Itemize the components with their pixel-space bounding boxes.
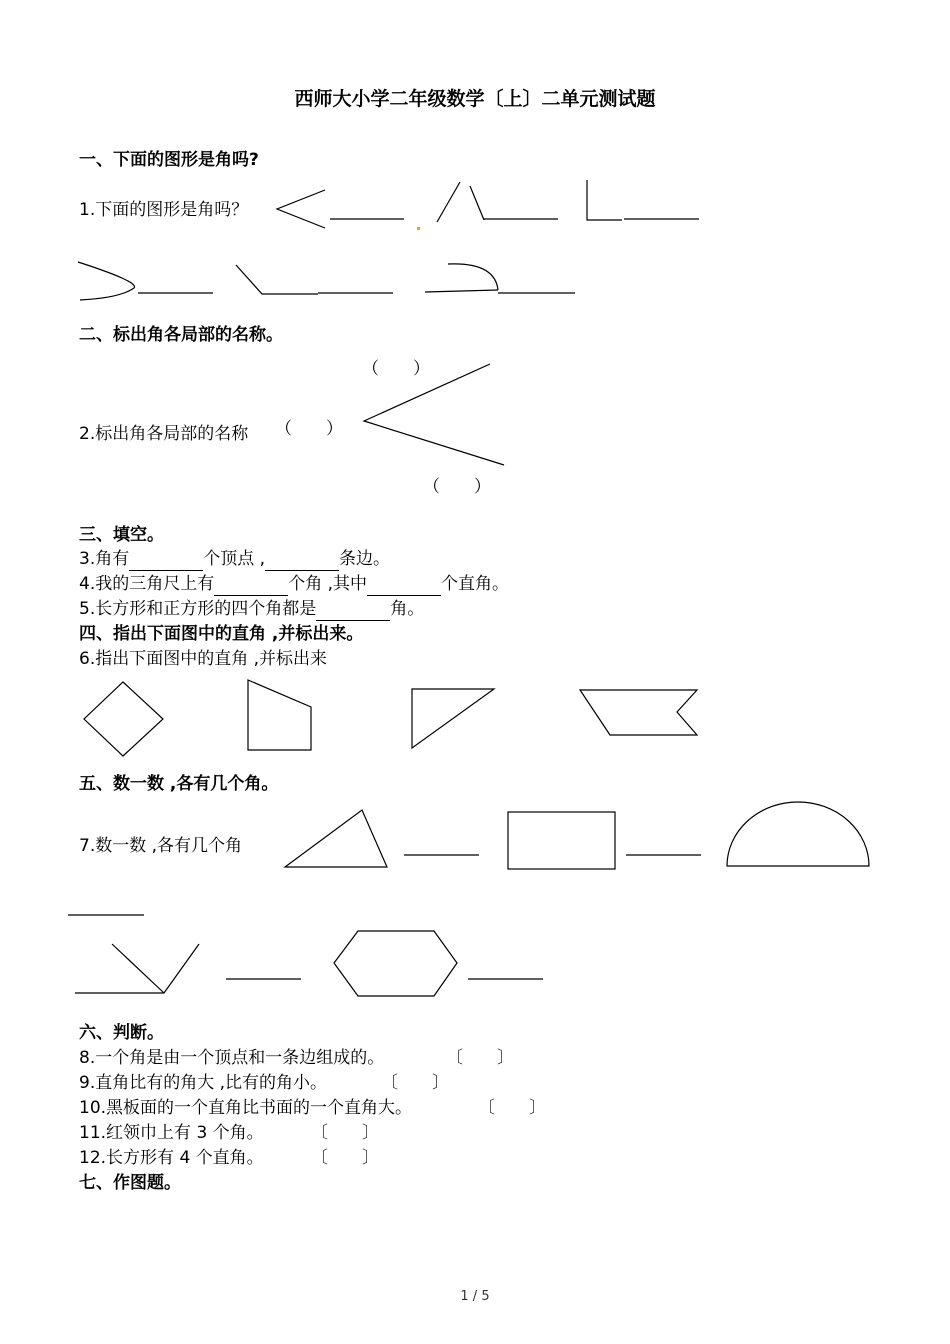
page-number: 1 / 5 [460, 1289, 490, 1304]
section-3-heading: 三、填空。 [79, 525, 164, 545]
judge-12-blank[interactable]: 〔 〕 [311, 1148, 379, 1168]
judge-11: 11.红领巾上有 3 个角。 [79, 1123, 264, 1143]
question-7: 7.数一数 ,各有几个角 [79, 836, 243, 856]
judge-10-blank[interactable]: 〔 〕 [478, 1098, 546, 1118]
question-4: 4.我的三角尺上有 个角 ,其中 个直角。 [79, 574, 510, 594]
figure-count-semicircle [727, 802, 869, 866]
stray-dot [417, 227, 420, 230]
figure-trapezoid [248, 680, 311, 750]
figure-label-angle [364, 364, 504, 465]
section-1-heading: 一、下面的图形是角吗? [79, 150, 259, 170]
figure-open-angle-line-b [470, 186, 484, 220]
section-5-heading: 五、数一数 ,各有几个角。 [79, 774, 279, 794]
question-3: 3.角有 个顶点 , 条边。 [79, 549, 391, 569]
question-6: 6.指出下面图中的直角 ,并标出来 [79, 649, 328, 669]
figure-count-hexagon [334, 931, 457, 996]
label-blank-top[interactable]: （ ） [362, 359, 430, 379]
figure-count-triangle [285, 810, 387, 867]
section-7-heading: 七、作图题。 [79, 1173, 181, 1193]
page-title: 西师大小学二年级数学〔上〕二单元测试题 [294, 88, 656, 110]
figure-count-rectangle [508, 812, 615, 869]
question-5: 5.长方形和正方形的四个角都是 角。 [79, 599, 425, 619]
figure-obtuse-angle [236, 265, 318, 294]
figure-count-lines-extra [112, 944, 164, 993]
judge-11-blank[interactable]: 〔 〕 [311, 1123, 379, 1143]
section-6-heading: 六、判断。 [79, 1023, 164, 1043]
label-blank-vertex[interactable]: （ ） [275, 419, 343, 439]
figure-curved-angle [78, 262, 135, 300]
judge-10: 10.黑板面的一个直角比书面的一个直角大。 [79, 1098, 413, 1118]
figure-angle-left [277, 190, 325, 228]
figure-triangle [412, 689, 494, 748]
figure-diamond [84, 682, 163, 756]
label-blank-bottom[interactable]: （ ） [423, 477, 491, 497]
question-1: 1.下面的图形是角吗？ [79, 200, 249, 220]
figure-count-lines [75, 944, 199, 993]
figure-open-angle-line-a [437, 182, 460, 222]
figure-arc-angle [448, 264, 498, 290]
judge-9-blank[interactable]: 〔 〕 [381, 1073, 449, 1093]
judge-12: 12.长方形有 4 个直角。 [79, 1148, 264, 1168]
judge-8-blank[interactable]: 〔 〕 [446, 1048, 514, 1068]
judge-8: 8.一个角是由一个顶点和一条边组成的。 [79, 1048, 385, 1068]
section-2-heading: 二、标出角各局部的名称。 [79, 325, 283, 345]
section-4-heading: 四、指出下面图中的直角 ,并标出来。 [79, 624, 364, 644]
question-2: 2.标出角各局部的名称 [79, 424, 249, 444]
figure-flag [580, 690, 697, 735]
figure-arc-base [425, 290, 498, 292]
figure-right-angle [587, 180, 622, 220]
judge-9: 9.直角比有的角大 ,比有的角小。 [79, 1073, 328, 1093]
